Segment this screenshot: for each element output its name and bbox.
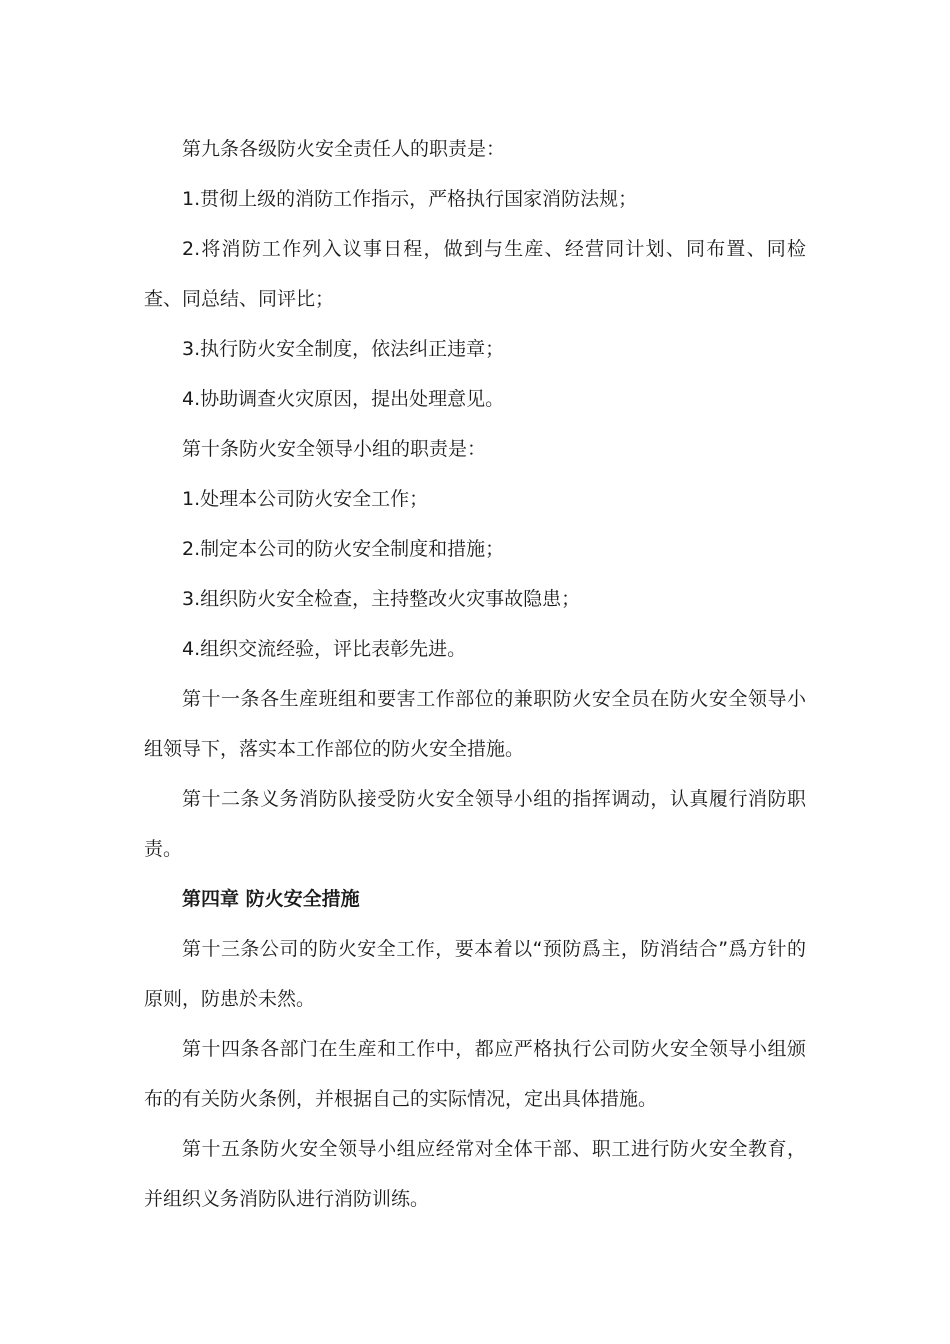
article-10-item-4: 4.组织交流经验，评比表彰先进。 — [182, 638, 467, 660]
article-11: 第十一条各生産班组和要害工作部位的兼职防火安全员在防火安全领导小组领导下，落实本工作部位的防火安全措施。 — [144, 688, 806, 760]
article-10-heading: 第十条防火安全领导小组的职责是： — [182, 438, 487, 460]
chapter-4-title: 第四章 防火安全措施 — [182, 888, 360, 910]
article-9-heading: 第九条各级防火安全责任人的职责是： — [182, 138, 506, 160]
article-9-item-1: 1.贯彻上级的消防工作指示，严格执行国家消防法规； — [182, 188, 638, 210]
article-10-item-3: 3.组织防火安全检查，主持整改火灾事故隐患； — [182, 588, 581, 610]
article-13: 第十三条公司的防火安全工作，要本着以“预防爲主，防消结合”爲方针的原则，防患於未然。 — [144, 938, 806, 1010]
article-9-item-2: 2.将消防工作列入议事日程，做到与生産、经营同计划、同布置、同检查、同总结、同评比； — [144, 238, 806, 310]
article-14: 第十四条各部门在生産和工作中，都应严格执行公司防火安全领导小组颁布的有关防火条例，并根据自己的实际情况，定出具体措施。 — [144, 1038, 806, 1110]
article-9-item-3: 3.执行防火安全制度，依法纠正违章； — [182, 338, 505, 360]
document-body — [144, 124, 806, 1224]
article-10-item-1: 1.处理本公司防火安全工作； — [182, 488, 429, 510]
article-15: 第十五条防火安全领导小组应经常对全体干部、职工进行防火安全教育，并组织义务消防队进行消防训练。 — [144, 1138, 806, 1210]
article-9-item-4: 4.协助调查火灾原因，提出处理意见。 — [182, 388, 505, 410]
article-10-item-2: 2.制定本公司的防火安全制度和措施； — [182, 538, 505, 560]
article-12: 第十二条义务消防队接受防火安全领导小组的指挥调动，认真履行消防职责。 — [144, 788, 806, 860]
